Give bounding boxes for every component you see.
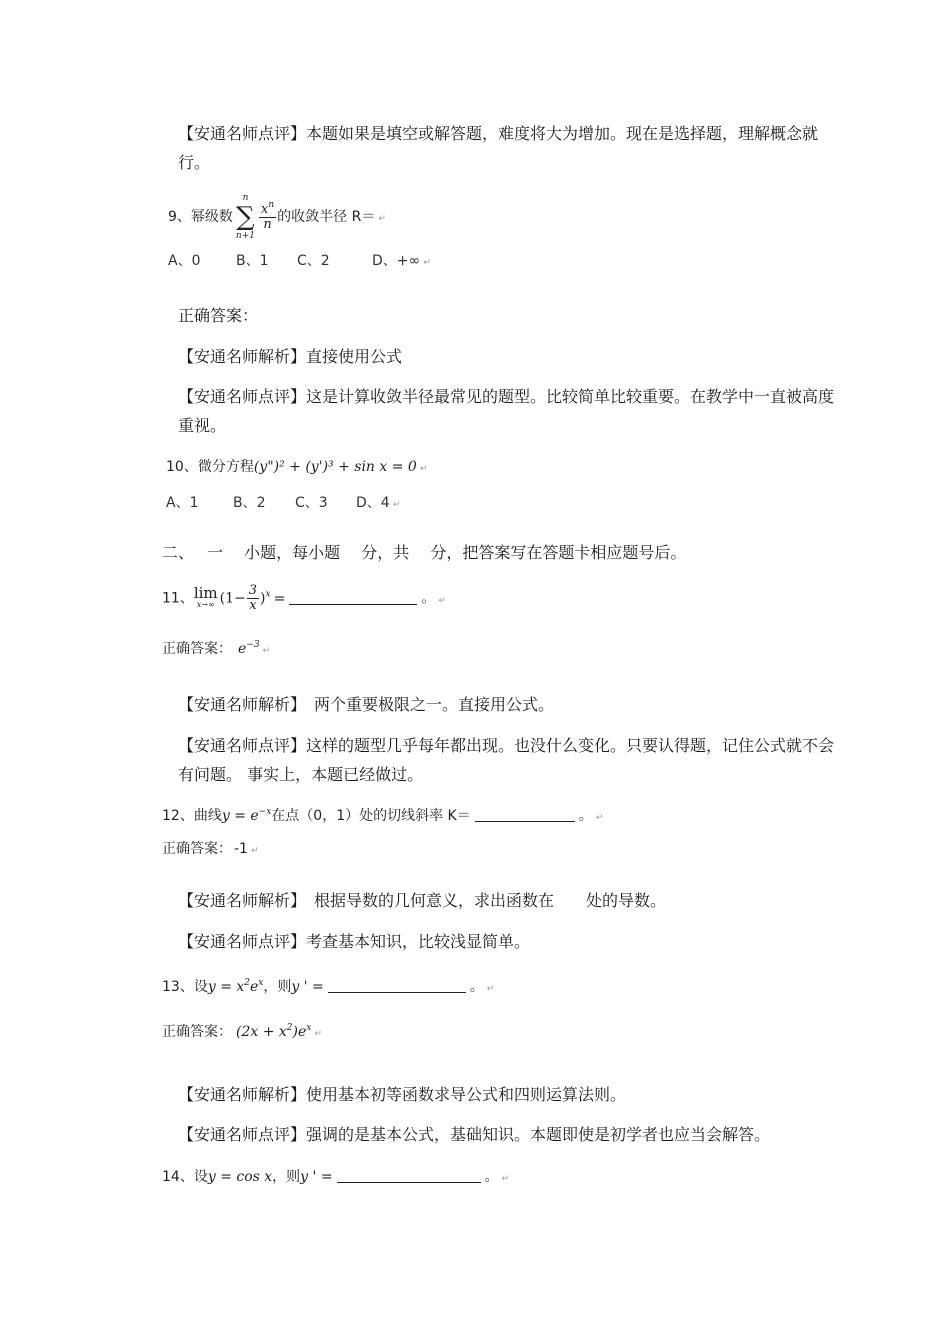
question-9: 9、幂级数 n ∑ n+1 $\frac{x^n}{n}$ 的收敛半径 R＝ ↵ (168, 193, 386, 241)
commentary-paragraph: 【安通名师点评】考查基本知识，比较浅显简单。 (178, 932, 531, 951)
analysis-paragraph: 【安通名师解析】 根据导数的几何意义，求出函数在 处的导数。 (178, 891, 667, 910)
option-c: C、3 (295, 495, 328, 511)
answer-blank[interactable] (289, 603, 417, 605)
option-b: B、2 (233, 495, 266, 511)
option-c: C、2 (297, 253, 330, 269)
section-heading: 二、 一 小题，每小题 分，共 分，把答案写在答题卡相应题号后。 (162, 543, 687, 562)
analysis-paragraph: 【安通名师解析】使用基本初等函数求导公式和四则运算法则。 (178, 1085, 627, 1104)
fraction: $\frac{x^n}{n}$ (261, 199, 275, 232)
answer-label: 正确答案： (178, 306, 259, 325)
question-13: 13、设$y = x^2e^x$，则y ' = 。 ↵ (162, 978, 495, 995)
answer-blank[interactable] (328, 991, 466, 993)
limit: lim x→∞ (193, 583, 218, 609)
commentary-paragraph: 【安通名师点评】强调的是基本公式，基础知识。本题即使是初学者也应当会解答。 (178, 1125, 771, 1144)
question-10: 10、微分方程(y")² + (y')³ + sin x = 0 ↵ (166, 459, 428, 475)
commentary-paragraph: 【安通名师点评】这是计算收敛半径最常见的题型。比较简单比较重要。在教学中一直被高度重视。 (178, 387, 835, 435)
option-d: D、+∞ ↵ (372, 253, 431, 269)
fraction: $\frac{3}{x}$ (248, 583, 258, 613)
answer-blank[interactable] (337, 1181, 481, 1183)
question-11: 11、 lim x→∞ (1− $\frac{3}{x}$ )$^x$ = 。 ↵ (162, 583, 446, 613)
answer-11: 正确答案： $e^{-3}↵$ (162, 640, 271, 657)
commentary-paragraph: 【安通名师点评】本题如果是填空或解答题，难度将大为增加。现在是选择题，理解概念就行。 (178, 124, 819, 172)
option-a: A、1 (166, 495, 199, 511)
answer-blank[interactable] (475, 820, 575, 822)
analysis-paragraph: 【安通名师解析】直接使用公式 (178, 347, 403, 366)
commentary-paragraph: 【安通名师点评】这样的题型几乎每年都出现。也没什么变化。只要认得题，记住公式就不会有问题。 事实上，本题已经做过。 (178, 736, 835, 784)
option-d: D、4 ↵ (356, 495, 401, 511)
answer-12: 正确答案： -1 ↵ (162, 841, 259, 857)
sigma-symbol: n ∑ n+1 (235, 193, 255, 241)
option-b: B、1 (236, 253, 269, 269)
question-14: 14、设y = cos x，则y ' = 。 ↵ (162, 1169, 510, 1185)
option-a: A、0 (168, 253, 201, 269)
answer-13: 正确答案： $(2x + x^2)e^x↵$ (162, 1023, 322, 1040)
question-12: 12、曲线$y = e^{-x}$在点（0，1）处的切线斜率 K＝ 。 ↵ (162, 807, 604, 824)
analysis-paragraph: 【安通名师解析】 两个重要极限之一。直接用公式。 (178, 695, 555, 714)
